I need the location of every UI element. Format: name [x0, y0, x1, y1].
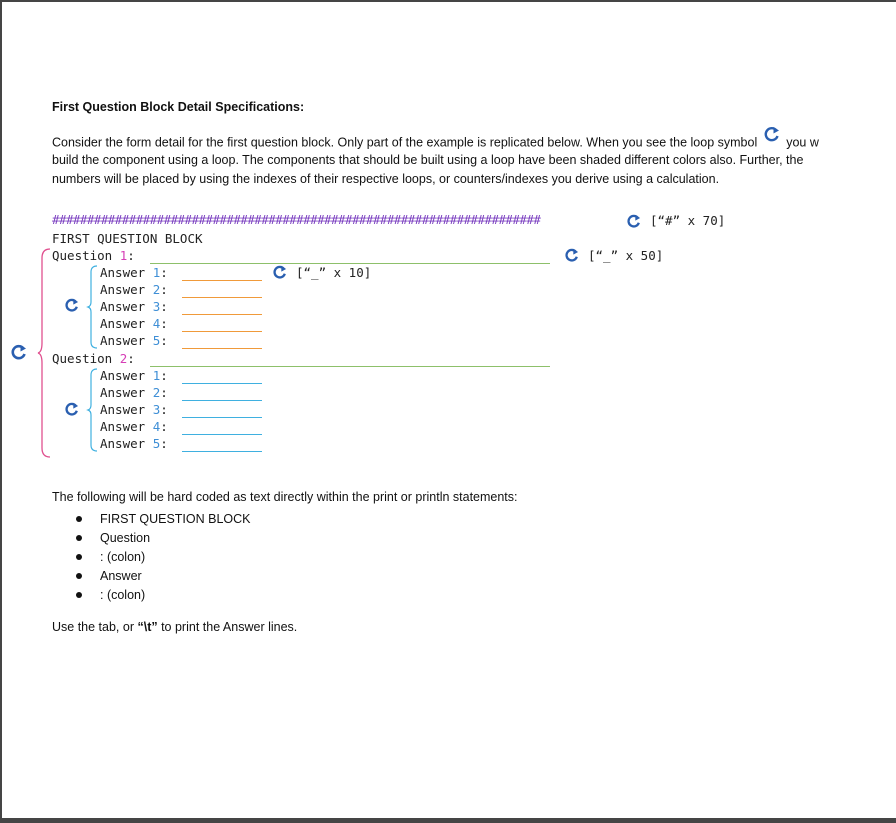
- block-title: FIRST QUESTION BLOCK: [52, 231, 203, 246]
- inner-loop-brace: [88, 368, 98, 452]
- list-item-text: : (colon): [100, 550, 146, 564]
- colon: :: [160, 436, 168, 451]
- answer-word: Answer: [100, 299, 146, 314]
- list-item-text: Answer: [100, 569, 142, 583]
- answer-word: Answer: [100, 333, 146, 348]
- question-number: 2: [119, 351, 128, 366]
- loop-icon: [564, 248, 580, 267]
- bullet-icon: [76, 573, 82, 579]
- colon: :: [160, 368, 168, 383]
- answer-number: 5: [152, 333, 161, 348]
- answer-underline: [182, 400, 262, 401]
- tab-note-suffix: to print the Answer lines.: [157, 620, 298, 634]
- colon: :: [160, 402, 168, 417]
- answer-word: Answer: [100, 265, 146, 280]
- answer-number: 1: [152, 265, 161, 280]
- answer-underline: [182, 297, 262, 298]
- loop-icon: [64, 402, 80, 421]
- list-item: [74, 529, 251, 548]
- list-item: [74, 548, 251, 567]
- list-item: [74, 510, 251, 529]
- tab-note: [52, 620, 297, 634]
- answer-underline: [182, 348, 262, 349]
- answer-underline: [182, 417, 262, 418]
- answer-label: [100, 436, 168, 451]
- answer-underline: [182, 280, 262, 281]
- intro-paragraph: [52, 132, 896, 189]
- question-word: Question: [52, 351, 113, 366]
- colon: :: [160, 299, 168, 314]
- answer-number: 4: [152, 316, 161, 331]
- section-heading: First Question Block Detail Specifications:: [52, 100, 305, 114]
- answer-label: [100, 299, 168, 314]
- colon: :: [160, 333, 168, 348]
- question-label: [52, 351, 135, 366]
- answer-word: Answer: [100, 402, 146, 417]
- answer-label: [100, 265, 168, 280]
- outer-loop-brace: [38, 248, 52, 458]
- answer-label: [100, 385, 168, 400]
- colon: :: [160, 385, 168, 400]
- answer-number: 3: [152, 402, 161, 417]
- hash-row: ######################################################################: [52, 212, 541, 227]
- answer-label: [100, 402, 168, 417]
- list-item-text: FIRST QUESTION BLOCK: [100, 512, 251, 526]
- answer-label: [100, 316, 168, 331]
- answer-label: [100, 282, 168, 297]
- hash-count-note: [“#” x 70]: [650, 213, 726, 228]
- answer-underline: [182, 314, 262, 315]
- intro-line-3: numbers will be placed by using the indexes of their respective loops, or counters/indexes you derive using a calculation.: [52, 172, 720, 186]
- answer-number: 3: [152, 299, 161, 314]
- answer-number: 5: [152, 436, 161, 451]
- answer-line-note: [“_” x 10]: [296, 265, 372, 280]
- loop-icon: [64, 298, 80, 317]
- question-underline: [150, 366, 550, 367]
- list-item: [74, 586, 251, 605]
- answer-underline: [182, 451, 262, 452]
- list-item-text: Question: [100, 531, 151, 545]
- bullet-icon: [76, 554, 82, 560]
- document-page: [2, 2, 896, 818]
- answer-number: 2: [152, 282, 161, 297]
- question-label: [52, 248, 135, 263]
- intro-line-1-tail: you w: [786, 135, 819, 150]
- answer-underline: [182, 331, 262, 332]
- hardcoded-list: [74, 510, 251, 605]
- intro-line-1-text: Consider the form detail for the first question block. Only part of the example is replicated below. When you see the loop symbol: [52, 135, 758, 150]
- loop-icon: [10, 344, 28, 365]
- tab-note-code: “\t”: [137, 620, 158, 634]
- question-line-note: [“_” x 50]: [588, 248, 664, 263]
- intro-line-2: build the component using a loop. The components that should be built using a loop have been shaded different colors also. Further, the: [52, 153, 804, 167]
- bullet-icon: [76, 535, 82, 541]
- answer-underline: [182, 434, 262, 435]
- intro-line-1: [52, 132, 896, 151]
- list-item: [74, 567, 251, 586]
- answer-word: Answer: [100, 385, 146, 400]
- loop-icon: [626, 214, 642, 233]
- question-number: 1: [119, 248, 128, 263]
- tab-note-prefix: Use the tab, or: [52, 620, 138, 634]
- bullet-icon: [76, 516, 82, 522]
- answer-number: 2: [152, 385, 161, 400]
- answer-underline: [182, 383, 262, 384]
- colon: :: [127, 351, 135, 366]
- question-underline: [150, 263, 550, 264]
- answer-word: Answer: [100, 282, 146, 297]
- answer-word: Answer: [100, 316, 146, 331]
- answer-number: 4: [152, 419, 161, 434]
- answer-word: Answer: [100, 368, 146, 383]
- colon: :: [160, 419, 168, 434]
- list-item-text: : (colon): [100, 588, 146, 602]
- loop-icon: [272, 265, 288, 284]
- answer-label: [100, 368, 168, 383]
- answer-number: 1: [152, 368, 161, 383]
- inner-loop-brace: [88, 265, 98, 349]
- colon: :: [127, 248, 135, 263]
- answer-word: Answer: [100, 419, 146, 434]
- answer-word: Answer: [100, 436, 146, 451]
- question-word: Question: [52, 248, 113, 263]
- answer-label: [100, 419, 168, 434]
- colon: :: [160, 316, 168, 331]
- colon: :: [160, 282, 168, 297]
- hardcoded-intro: The following will be hard coded as text directly within the print or println statements:: [52, 490, 518, 504]
- bullet-icon: [76, 592, 82, 598]
- colon: :: [160, 265, 168, 280]
- answer-label: [100, 333, 168, 348]
